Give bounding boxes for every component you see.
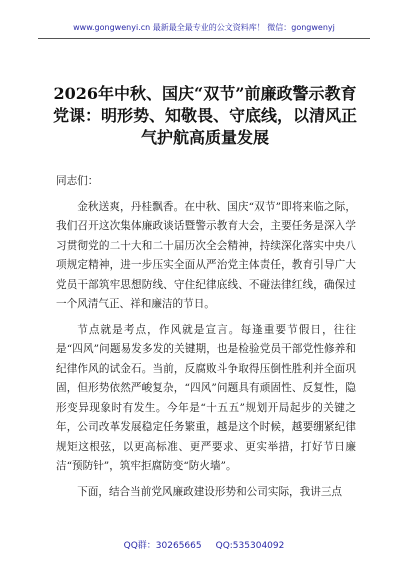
paragraph-2: 节点就是考点，作风就是宣言。每逢重要节假日，往往是“四风”问题易发多发的关键期，也是检验党员干部党性修养和纪律作风的试金石。当前，反腐败斗争取得压倒性胜利并全面巩固，但形势依然严峻复杂，“四风”问题具有顽固性、反复性，隐形变异现象时有发生。今年是“十五五”规划开局起步的关键之年，公司改革发展稳定任务繁重，越是这个时候，越要绷紧纪律规矩这根弦，以更高标准、更严要求、更实举措，打好节日廉洁“预防针”，筑牢拒腐防变“防火墙”。 bbox=[56, 323, 356, 472]
paragraph-1: 金秋送爽，丹桂飘香。在中秋、国庆“双节”即将来临之际，我们召开这次集体廉政谈话暨警示教育大会，主要任务是深入学习贯彻党的二十大和二十届历次全会精神，持续深化落实中央八项规定精神，进一步压实全面从严治党主体责任，教育引导广大党员干部筑牢思想防线、守住纪律底线、不碰法律红线，确保过一个风清气正、祥和廉洁的节日。 bbox=[56, 200, 356, 310]
header-text: www.gongwenyi.cn 最新最全最专业的公文资料库！ 微信：gongwenyj bbox=[73, 23, 335, 32]
header-divider bbox=[38, 38, 370, 39]
salutation: 同志们： bbox=[56, 175, 99, 187]
footer-qq-number: QQ:535304092 bbox=[215, 541, 285, 551]
paragraph-3: 下面，结合当前党风廉政建设形势和公司实际，我讲三点 bbox=[77, 485, 343, 498]
footer-qq-group: QQ群：30265665 bbox=[123, 541, 202, 551]
document-title: 2026年中秋、国庆“双节”前廉政警示教育党课：明形势、知敬畏、守底线，以清风正气护航高质量发展 bbox=[52, 83, 357, 147]
page-footer bbox=[0, 538, 408, 551]
document-body bbox=[56, 172, 356, 508]
page-header bbox=[0, 22, 408, 33]
